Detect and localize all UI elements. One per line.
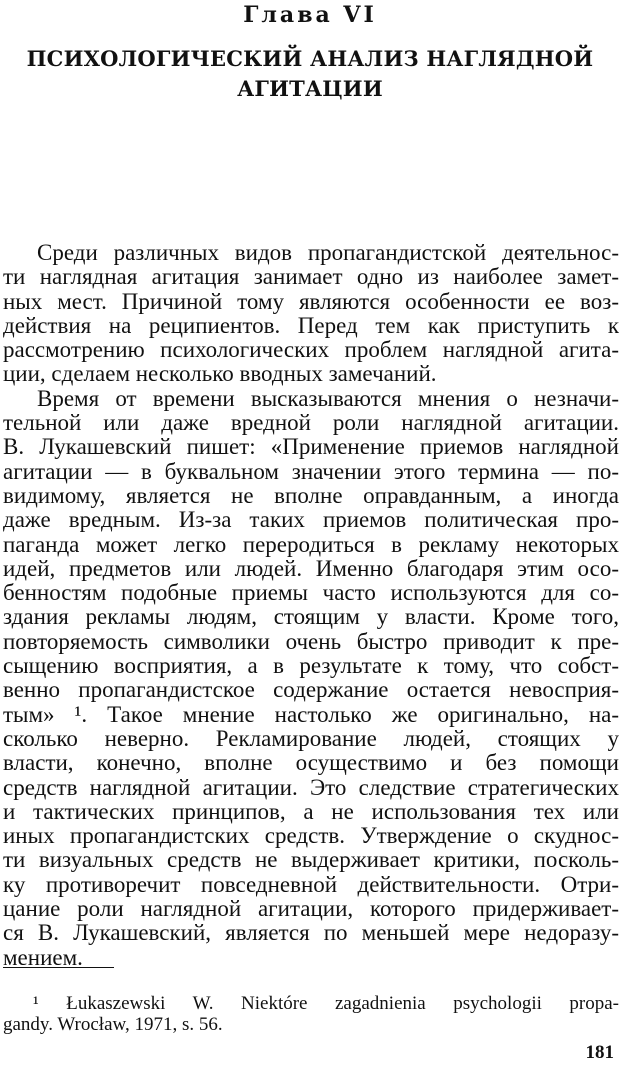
text-line: паганда может легко переродиться в рекламу некоторых [3, 532, 619, 557]
footnote [3, 993, 619, 1035]
footnote-divider [3, 967, 114, 968]
text-line: цание роли наглядной агитации, которого придерживает- [3, 897, 619, 922]
footnote-line: ¹ Łukaszewski W. Niektóre zagadnienia psychologii propa- [33, 993, 619, 1014]
text-line: агитации — в буквальном значении этого термина — по- [3, 459, 619, 484]
text-line: повторяемость символики очень быстро приводит к пре- [3, 629, 619, 654]
text-line: В. Лукашевский пишет: «Применение приемов наглядной [3, 435, 619, 460]
text-line: тельной или даже вредной роли наглядной агитации. [3, 411, 619, 436]
text-line: и тактических принципов, а не использования тех или [3, 799, 619, 824]
text-line: бенностям подобные приемы часто используются для со- [3, 581, 619, 606]
text-line: ку противоречит повседневной действительности. Отри- [3, 872, 619, 897]
body-text [3, 241, 619, 970]
text-line: венно пропагандистское содержание остается невосприя- [3, 678, 619, 703]
footnote-line: gandy. Wrocław, 1971, s. 56. [3, 1014, 223, 1035]
text-line: здания рекламы людям, стоящим у власти. Кроме того, [3, 605, 619, 630]
text-line: мением. [3, 945, 83, 970]
text-line: ции, сделаем несколько вводных замечаний. [3, 362, 437, 387]
text-line: тым» ¹. Такое мнение настолько же оригинально, на- [3, 702, 619, 727]
page-number: 181 [585, 1042, 614, 1063]
text-line: ных мест. Причиной тому являются особенности ее воз- [3, 289, 619, 314]
chapter-title-line: ПСИХОЛОГИЧЕСКИЙ АНАЛИЗ НАГЛЯДНОЙ [26, 46, 594, 71]
text-line: средств наглядной агитации. Это следствие стратегических [3, 775, 619, 800]
text-line: сыщению восприятия, а в результате к тому, что собст- [3, 654, 619, 679]
text-line: ти наглядная агитация занимает одно из наиболее замет- [3, 265, 619, 290]
chapter-title [20, 44, 600, 104]
chapter-heading: Глава VI [243, 2, 377, 28]
text-line: видимому, является не вполне оправданным, а иногда [3, 483, 619, 508]
text-line: идей, предметов или людей. Именно благодаря этим осо- [3, 556, 619, 581]
chapter-title-line: АГИТАЦИИ [237, 76, 383, 101]
text-line: даже вредным. Из-за таких приемов политическая про- [3, 508, 619, 533]
text-line: власти, конечно, вполне осуществимо и без помощи [3, 751, 619, 776]
text-line: действия на реципиентов. Перед тем как приступить к [3, 313, 619, 338]
text-line: ся В. Лукашевский, является по меньшей мере недоразу- [3, 921, 619, 946]
text-line: рассмотрению психологических проблем наглядной агита- [3, 338, 619, 363]
text-line: Среди различных видов пропагандистской деятельнос- [37, 241, 619, 265]
text-line: Время от времени высказываются мнения о незначи- [37, 386, 619, 411]
text-line: ти визуальных средств не выдерживает критики, посколь- [3, 848, 619, 873]
text-line: сколько неверно. Рекламирование людей, стоящих у [3, 726, 619, 751]
text-line: иных пропагандистских средств. Утверждение о скуднос- [3, 824, 619, 849]
